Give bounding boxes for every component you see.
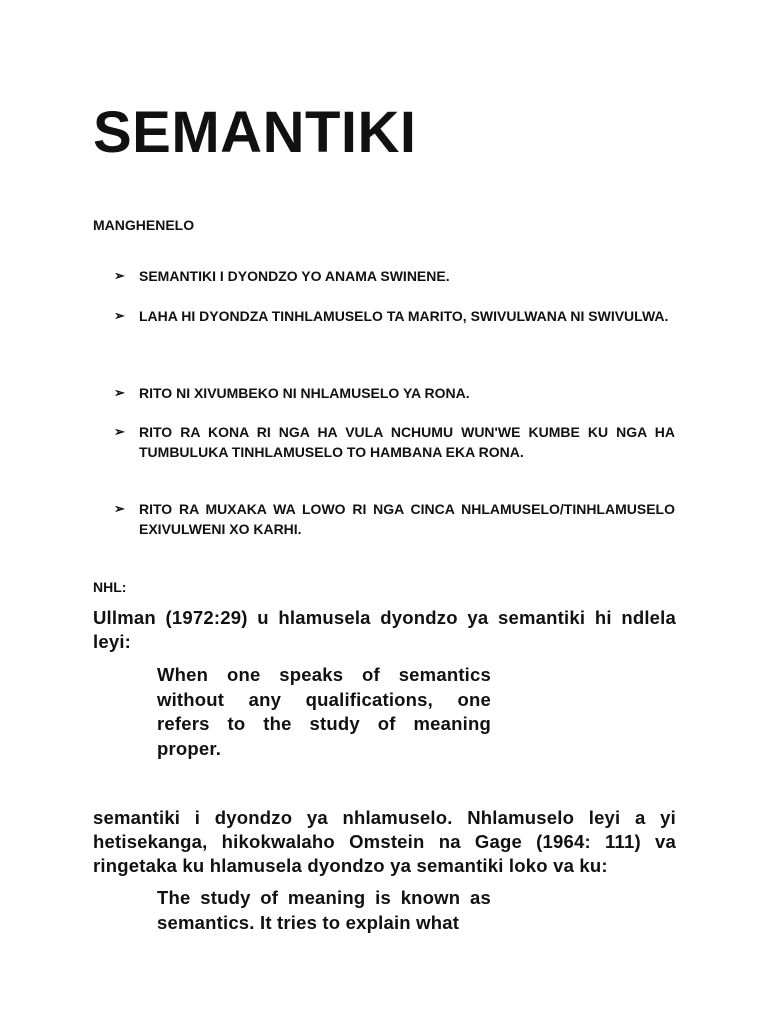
right-arrowhead-icon: ➢ bbox=[114, 308, 125, 323]
section-heading: MANGHENELO bbox=[93, 217, 195, 233]
bullet-text: RITO NI XIVUMBEKO NI NHLAMUSELO YA RONA. bbox=[139, 385, 470, 401]
bullet-text: SEMANTIKI I DYONDZO YO ANAMA SWINENE. bbox=[139, 268, 450, 284]
note-label: NHL: bbox=[93, 579, 127, 595]
bullet-text: RITO RA KONA RI NGA HA VULA NCHUMU WUN'WE KUMBE KU NGA HA TUMBULUKA TINHLAMUSELO TO HAMBANA EKA RONA. bbox=[139, 424, 675, 460]
right-arrowhead-icon: ➢ bbox=[114, 501, 125, 516]
right-arrowhead-icon: ➢ bbox=[114, 385, 125, 400]
bullet-text: LAHA HI DYONDZA TINHLAMUSELO TA MARITO, SWIVULWANA NI SWIVULWA. bbox=[139, 308, 669, 324]
right-arrowhead-icon: ➢ bbox=[114, 268, 125, 283]
document-title: SEMANTIKI bbox=[93, 100, 417, 165]
paragraph: Ullman (1972:29) u hlamusela dyondzo ya semantiki hi ndlela leyi: bbox=[93, 607, 676, 652]
right-arrowhead-icon: ➢ bbox=[114, 424, 125, 439]
block-quote: When one speaks of semantics without any qualifications, one refers to the study of meaning proper. bbox=[157, 664, 491, 759]
block-quote: The study of meaning is known as semantics. It tries to explain what bbox=[157, 887, 491, 933]
bullet-text: RITO RA MUXAKA WA LOWO RI NGA CINCA NHLAMUSELO/TINHLAMUSELO EXIVULWENI XO KARHI. bbox=[139, 501, 675, 537]
paragraph: semantiki i dyondzo ya nhlamuselo. Nhlamuselo leyi a yi hetisekanga, hikokwalaho Omstein na Gage (1964: 111) va ringetaka ku hlamusela dyondzo ya semantiki loko va ku: bbox=[93, 807, 676, 876]
